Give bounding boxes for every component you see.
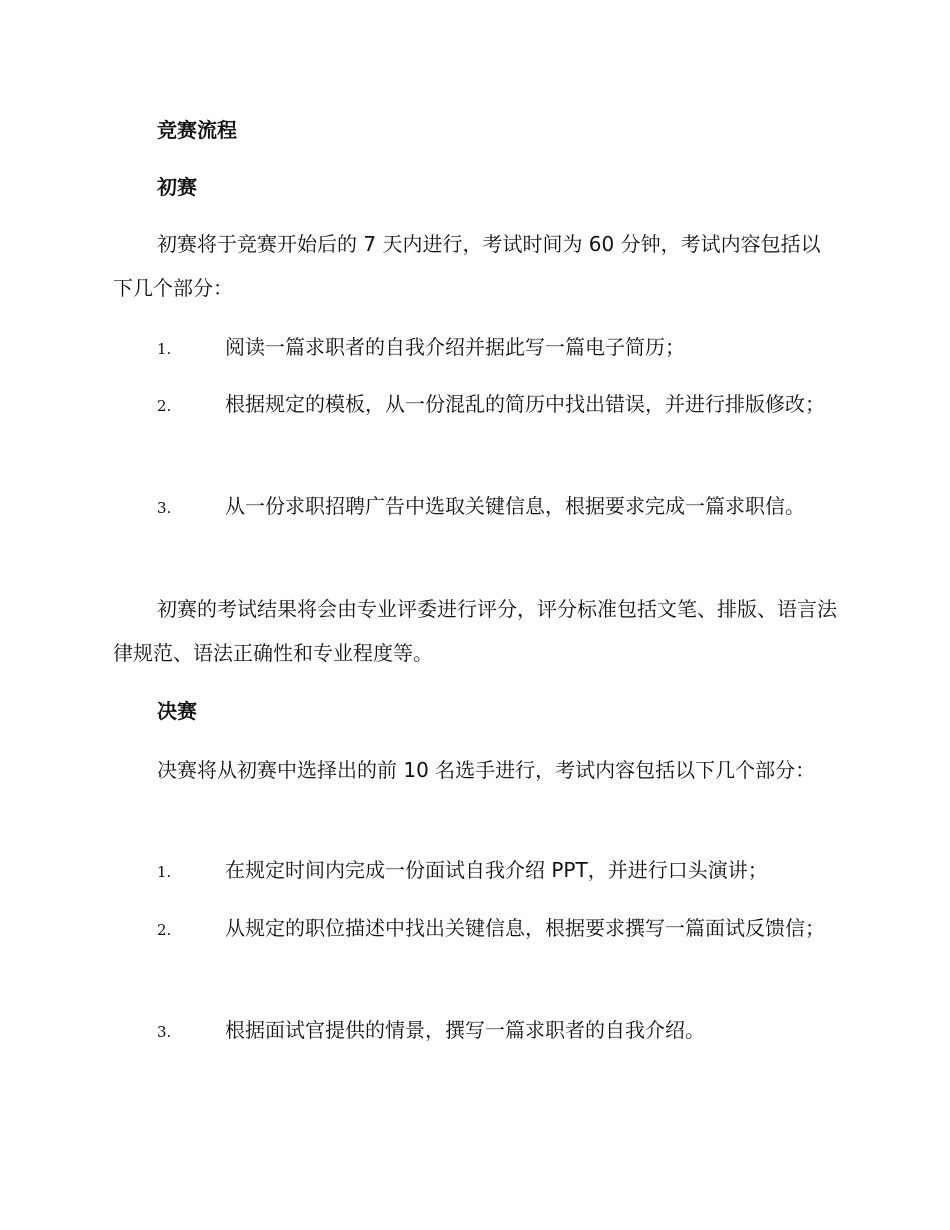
list-item — [113, 484, 838, 530]
preliminary-intro: 初赛将于竞赛开始后的 7 天内进行，考试时间为 60 分钟，考试内容包括以下几个部分： — [113, 232, 821, 300]
section-heading-preliminary: 初赛 — [157, 175, 197, 199]
list-item — [113, 906, 838, 952]
list-item — [113, 848, 838, 894]
list-item-text: 根据面试官提供的情景，撰写一篇求职者的自我介绍。 — [225, 1018, 705, 1042]
list-item — [113, 1008, 838, 1054]
list-item-number: 1. — [157, 340, 172, 358]
final-intro: 决赛将从初赛中选择出的前 10 名选手进行，考试内容包括以下几个部分： — [157, 758, 816, 782]
section-heading-final: 决赛 — [157, 699, 197, 723]
list-item-text: 根据规定的模板，从一份混乱的简历中找出错误，并进行排版修改； — [225, 392, 825, 416]
list-item-number: 1. — [157, 863, 172, 881]
list-item-number: 3. — [157, 1023, 172, 1041]
list-item-text: 阅读一篇求职者的自我介绍并据此写一篇电子简历； — [225, 335, 685, 359]
list-item-number: 3. — [157, 499, 172, 517]
document-title: 竞赛流程 — [157, 118, 237, 142]
list-item-number: 2. — [157, 921, 172, 939]
list-item-text: 从一份求职招聘广告中选取关键信息，根据要求完成一篇求职信。 — [225, 494, 805, 518]
list-item-text: 在规定时间内完成一份面试自我介绍 PPT，并进行口头演讲； — [225, 858, 768, 882]
list-item — [113, 325, 838, 371]
list-item — [113, 382, 838, 428]
list-item-text: 从规定的职位描述中找出关键信息，根据要求撰写一篇面试反馈信； — [225, 916, 825, 940]
preliminary-conclusion: 初赛的考试结果将会由专业评委进行评分，评分标准包括文笔、排版、语言法律规范、语法正确性和专业程度等。 — [113, 597, 837, 665]
list-item-number: 2. — [157, 397, 172, 415]
